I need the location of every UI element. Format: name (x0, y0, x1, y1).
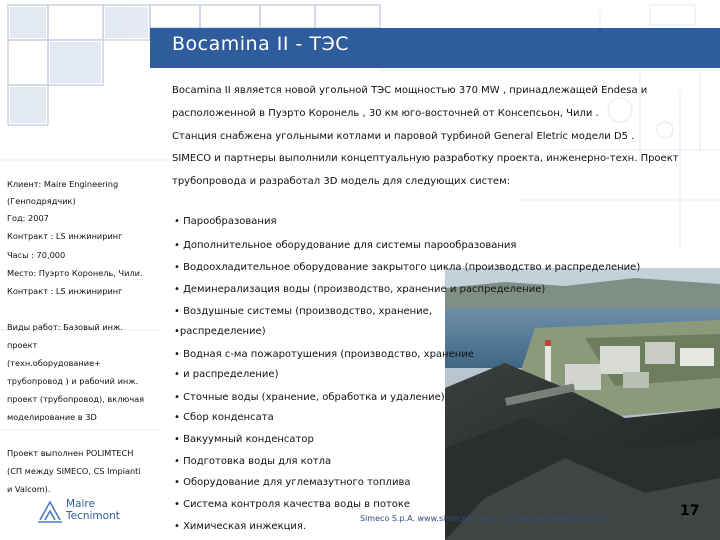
intro-line: расположенной в Пуэрто Коронель , 30 км юго-восточней от Консепсьон, Чили . (172, 107, 599, 119)
project-info-line: моделирование в 3D (7, 412, 97, 422)
intro-line: Станция снабжена угольными котлами и паровой турбиной General Eletric модели D5 . (172, 130, 635, 142)
footer-contacts: Simeco S.p.A. www.simecomilano.it | simeco@simecomilano.it (360, 514, 610, 523)
logo-line: Maire (66, 498, 95, 510)
list-item: • Водоохладительное оборудование закрытого цикла (производство и распределение) (174, 262, 641, 273)
logo-line: Tecnimont (66, 510, 120, 522)
list-item: • Воздушные системы (производство, хранение, (174, 306, 433, 317)
list-item: • Химическая инжекция. (174, 521, 307, 532)
list-item: • и распределение) (174, 369, 279, 380)
intro-paragraph (172, 80, 712, 194)
project-info-line: Часы : 70,000 (7, 250, 66, 260)
project-info-line: (техн.оборудование+ (7, 358, 101, 368)
page-number: 17 (680, 503, 700, 519)
list-item: • Водная с-ма пожаротушения (производство, хранение (174, 349, 474, 360)
list-item: • Парообразования (174, 216, 277, 227)
project-info-line: Контракт : LS инжиниринг (7, 231, 123, 241)
project-info-line: (Генподрядчик) (7, 196, 76, 206)
list-item: • Система контроля качества воды в потоке (174, 499, 411, 510)
project-info-line: (СП между SIMECO, CS Impianti (7, 466, 141, 476)
project-info-line: проект (трубопровод), включая (7, 394, 145, 404)
project-info-line: Год: 2007 (7, 213, 49, 223)
list-item: • Вакуумный конденсатор (174, 434, 314, 445)
logo-text (66, 498, 120, 522)
list-item: •распределение) (174, 326, 266, 337)
slide-title: Bocamina II - ТЭС (172, 33, 350, 55)
project-info-line: Проект выполнен POLIMTECH (7, 448, 134, 458)
list-item: • Сточные воды (хранение, обработка и удаление) (174, 392, 445, 403)
list-item: • Деминерализация воды (производство, хранение и распределение) (174, 284, 546, 295)
project-info-line: проект (7, 340, 38, 350)
project-info-line: Виды работ: Базовый инж. (7, 322, 123, 332)
intro-line: трубопровода и разработал 3D модель для следующих систем: (172, 176, 510, 188)
intro-line: SIMECO и партнеры выполнили концептуальную разработку проекта, инженерно-техн. Проект (172, 153, 679, 165)
list-item: • Оборудование для углемазутного топлива (174, 477, 411, 488)
project-info-line: трубопровод ) и рабочий инж. (7, 376, 139, 386)
list-item: • Сбор конденсата (174, 412, 274, 423)
list-item: • Дополнительное оборудование для системы парообразования (174, 240, 517, 251)
project-info-line: Клиент: Maire Engineering (7, 179, 119, 189)
project-info-line: Место: Пуэрто Коронель, Чили. (7, 268, 143, 278)
project-info-line: и Valcom). (7, 484, 51, 494)
intro-line: Bocamina II является новой угольной ТЭС мощностью 370 MW , принадлежащей Endesa и (172, 85, 648, 96)
project-info-line: Контракт : LS инжиниринг (7, 286, 123, 296)
list-item: • Подготовка воды для котла (174, 456, 332, 467)
power-plant-photo (445, 268, 720, 540)
